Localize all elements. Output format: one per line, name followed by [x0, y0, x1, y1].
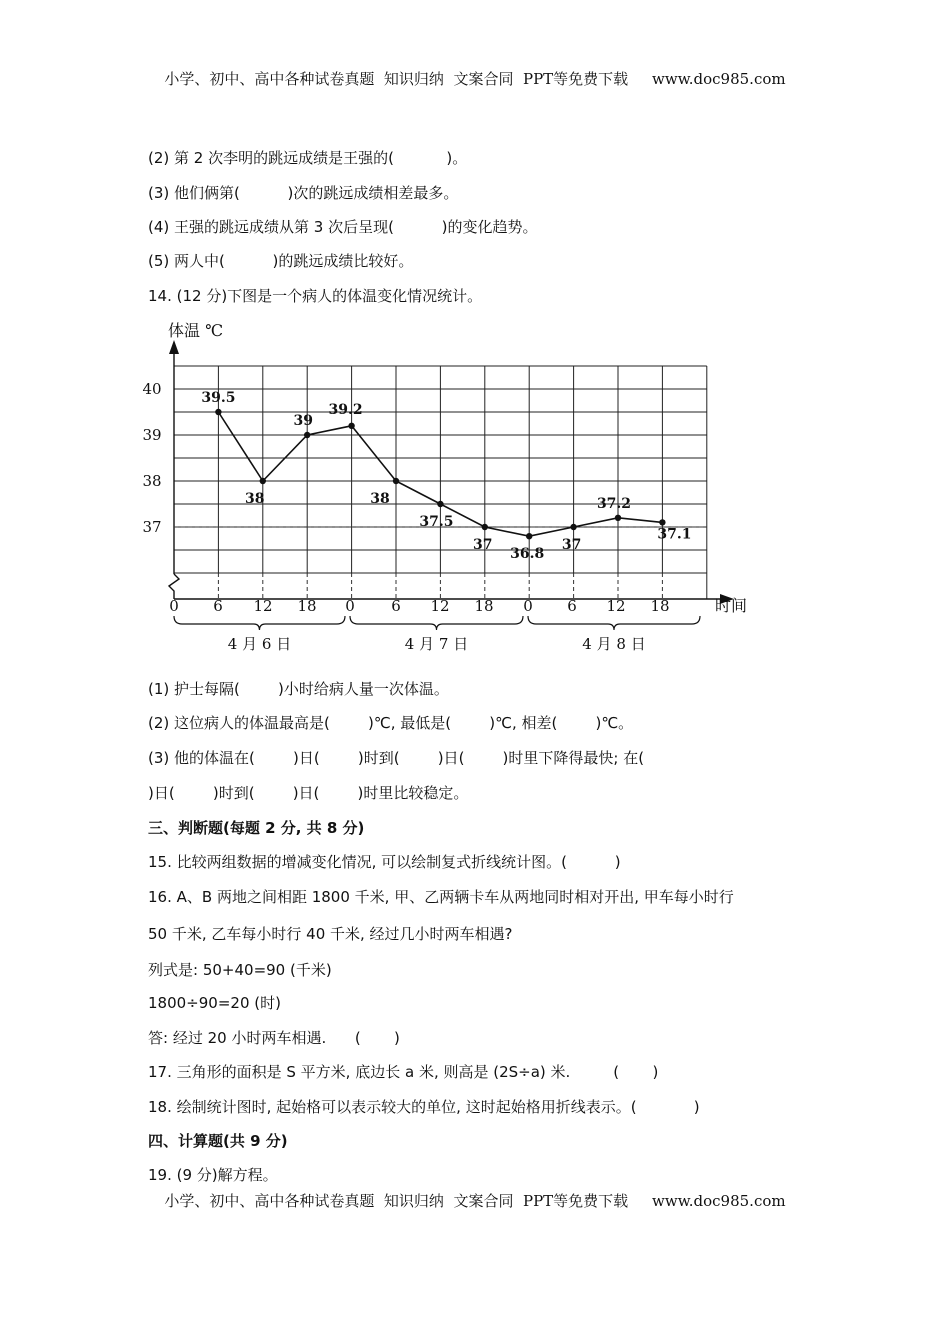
x-tick-label: 18 — [297, 597, 317, 615]
q14-part3-line1: (3) 他的体温在( )日( )时到( )日( )时里下降得最快; 在( — [148, 749, 645, 767]
section-4-title: 四、计算题(共 9 分) — [148, 1132, 288, 1150]
q17-text: 17. 三角形的面积是 S 平方米, 底边长 a 米, 则高是 (2S÷a) 米. ( ) — [148, 1063, 659, 1081]
y-tick-label: 39 — [142, 426, 162, 444]
q15-text: 15. 比较两组数据的增减变化情况, 可以绘制复式折线统计图。( ) — [148, 853, 621, 871]
data-point — [615, 515, 621, 521]
data-label: 36.8 — [510, 546, 545, 563]
x-tick-label: 18 — [474, 597, 494, 615]
x-tick-label: 18 — [650, 597, 670, 615]
data-point — [393, 478, 399, 484]
data-label: 37 — [473, 537, 493, 553]
x-tick-label: 12 — [606, 597, 626, 615]
q14-part2: (2) 这位病人的体温最高是( )℃, 最低是( )℃, 相差( )℃。 — [148, 714, 634, 732]
q19-text: 19. (9 分)解方程。 — [148, 1166, 278, 1184]
data-point — [437, 501, 443, 507]
page-footer: 小学、初中、高中各种试卷真题 知识归纳 文案合同 PPT等免费下载 www.doc985.com — [164, 1192, 786, 1210]
data-point — [482, 524, 488, 530]
q18-text: 18. 绘制统计图时, 起始格可以表示较大的单位, 这时起始格用折线表示。( ) — [148, 1098, 700, 1116]
q16-line4: 1800÷90=20 (时) — [148, 994, 281, 1012]
x-tick-label: 0 — [345, 597, 355, 615]
date-group-label: 4 月 8 日 — [582, 635, 646, 653]
data-label: 39.2 — [328, 401, 363, 418]
y-tick-label: 38 — [142, 472, 162, 490]
y-tick-label: 37 — [142, 518, 162, 536]
data-point — [570, 524, 576, 530]
x-tick-label: 0 — [523, 597, 533, 615]
section-3-title: 三、判断题(每题 2 分, 共 8 分) — [148, 819, 365, 837]
q13-part2: (2) 第 2 次李明的跳远成绩是王强的( )。 — [148, 149, 468, 167]
data-point — [215, 409, 221, 415]
x-axis-label: 时间 — [715, 596, 748, 615]
x-tick-label: 12 — [253, 597, 273, 615]
q16-line3: 列式是: 50+40=90 (千米) — [148, 961, 332, 979]
data-label: 39.5 — [201, 390, 236, 406]
data-point — [304, 432, 310, 438]
page-header: 小学、初中、高中各种试卷真题 知识归纳 文案合同 PPT等免费下载 www.doc985.com — [164, 70, 786, 88]
y-axis-arrow — [169, 340, 179, 354]
q16-line1: 16. A、B 两地之间相距 1800 千米, 甲、乙两辆卡车从两地同时相对开出, 甲车每小时行 — [148, 888, 734, 906]
q16-line5: 答: 经过 20 小时两车相遇. ( ) — [148, 1029, 400, 1047]
data-label: 37.5 — [419, 514, 454, 530]
data-label: 37.1 — [657, 526, 692, 543]
date-brace — [174, 616, 345, 630]
x-tick-label: 6 — [567, 597, 577, 615]
data-label: 37 — [561, 537, 582, 553]
date-brace — [528, 616, 700, 630]
q16-line2: 50 千米, 乙车每小时行 40 千米, 经过几小时两车相遇? — [148, 925, 513, 943]
temperature-line-chart — [140, 316, 780, 662]
data-label: 37.2 — [596, 495, 632, 512]
q14-title: 14. (12 分)下图是一个病人的体温变化情况统计。 — [148, 287, 483, 305]
q13-part3: (3) 他们俩第( )次的跳远成绩相差最多。 — [148, 184, 459, 202]
data-label: 38 — [370, 491, 390, 507]
x-tick-label: 6 — [213, 597, 223, 615]
date-brace — [350, 616, 523, 630]
date-group-label: 4 月 6 日 — [227, 635, 292, 653]
q14-part3-line2: )日( )时到( )日( )时里比较稳定。 — [148, 784, 469, 802]
q13-part5: (5) 两人中( )的跳远成绩比较好。 — [148, 252, 414, 270]
y-tick-label: 40 — [142, 380, 162, 398]
x-tick-label: 0 — [169, 597, 179, 615]
x-tick-label: 12 — [430, 597, 450, 615]
q13-part4: (4) 王强的跳远成绩从第 3 次后呈现( )的变化趋势。 — [148, 218, 538, 236]
data-label: 38 — [245, 491, 265, 507]
axis-break-symbol — [169, 574, 179, 599]
data-point — [659, 519, 665, 525]
chart-grid — [174, 366, 707, 599]
x-tick-label: 6 — [391, 597, 401, 615]
date-group-label: 4 月 7 日 — [404, 635, 469, 653]
data-point — [526, 533, 532, 539]
chart-axes — [169, 340, 734, 604]
q14-part1: (1) 护士每隔( )小时给病人量一次体温。 — [148, 680, 449, 698]
data-label: 39 — [293, 413, 313, 429]
data-point — [260, 478, 266, 484]
data-point — [348, 423, 354, 429]
y-axis-label: 体温 ℃ — [168, 321, 223, 340]
